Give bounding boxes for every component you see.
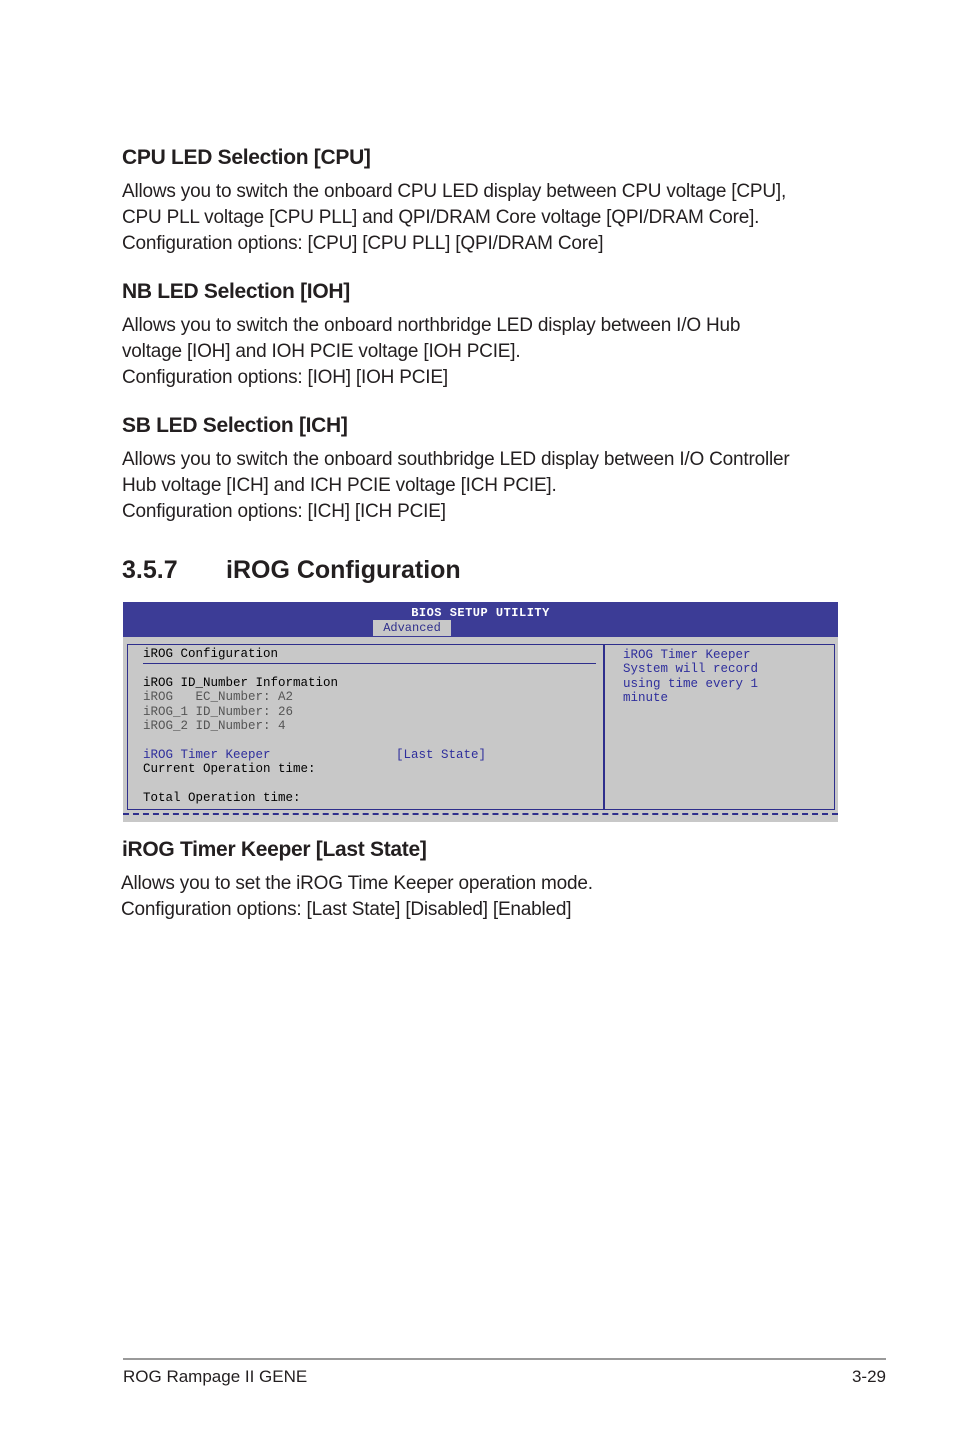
bios-screenshot <box>123 602 838 822</box>
bios-timer-keeper-value[interactable]: [Last State] <box>396 748 487 762</box>
bios-bottom-dashed-border <box>123 813 838 815</box>
bios-info-heading: iROG ID_Number Information <box>143 676 339 690</box>
body-line: Hub voltage [ICH] and ICH PCIE voltage [ICH PCIE]. <box>122 475 557 496</box>
bios-id-line: iROG_1 ID_Number: 26 <box>143 705 294 719</box>
bios-total-time: Total Operation time: <box>143 791 301 805</box>
bios-help-panel <box>603 644 835 810</box>
body-line: Configuration options: [CPU] [CPU PLL] [QPI/DRAM Core] <box>122 233 604 254</box>
body-line: CPU PLL voltage [CPU PLL] and QPI/DRAM Core voltage [QPI/DRAM Core]. <box>122 207 760 228</box>
body-line: Allows you to switch the onboard northbridge LED display between I/O Hub <box>122 315 741 336</box>
bios-divider <box>143 663 596 664</box>
footer-page-number: 3-29 <box>851 1367 886 1386</box>
subsection-body <box>121 871 593 923</box>
bios-title: BIOS SETUP UTILITY <box>411 606 550 620</box>
section-heading-nb-led: NB LED Selection [IOH] <box>122 280 350 303</box>
chapter-title: iROG Configuration <box>226 556 461 584</box>
body-line: Allows you to set the iROG Time Keeper operation mode. <box>121 873 593 894</box>
section-body-sb-led <box>122 447 790 525</box>
body-line: voltage [IOH] and IOH PCIE voltage [IOH PCIE]. <box>122 341 521 362</box>
bios-id-line: iROG EC_Number: A2 <box>143 690 294 704</box>
bios-timer-keeper-label[interactable]: iROG Timer Keeper <box>143 748 271 762</box>
body-line: Allows you to switch the onboard CPU LED display between CPU voltage [CPU], <box>122 181 787 202</box>
section-body-cpu-led <box>122 179 786 257</box>
bios-panel-title: iROG Configuration <box>143 647 279 661</box>
bios-help-line: using time every 1 <box>623 677 759 691</box>
chapter-number: 3.5.7 <box>122 556 178 584</box>
bios-tab-advanced[interactable]: Advanced <box>373 620 451 636</box>
bios-header <box>123 602 838 637</box>
bios-help-line: System will record <box>623 662 759 676</box>
section-heading-sb-led: SB LED Selection [ICH] <box>122 414 348 437</box>
body-line: Allows you to switch the onboard southbridge LED display between I/O Controller <box>122 449 790 470</box>
body-line: Configuration options: [ICH] [ICH PCIE] <box>122 501 446 522</box>
footer-rule <box>123 1358 886 1360</box>
section-heading-cpu-led: CPU LED Selection [CPU] <box>122 146 371 169</box>
body-line: Configuration options: [Last State] [Disabled] [Enabled] <box>121 899 572 920</box>
bios-help-line: iROG Timer Keeper <box>623 648 751 662</box>
bios-current-time: Current Operation time: <box>143 762 316 776</box>
bios-main-panel <box>127 644 605 810</box>
bios-id-line: iROG_2 ID_Number: 4 <box>143 719 286 733</box>
chapter-heading <box>122 556 461 585</box>
footer-product-name: ROG Rampage II GENE <box>123 1367 308 1386</box>
section-body-nb-led <box>122 313 740 391</box>
bios-help-line: minute <box>623 691 669 705</box>
body-line: Configuration options: [IOH] [IOH PCIE] <box>122 367 448 388</box>
subsection-heading: iROG Timer Keeper [Last State] <box>122 838 427 861</box>
